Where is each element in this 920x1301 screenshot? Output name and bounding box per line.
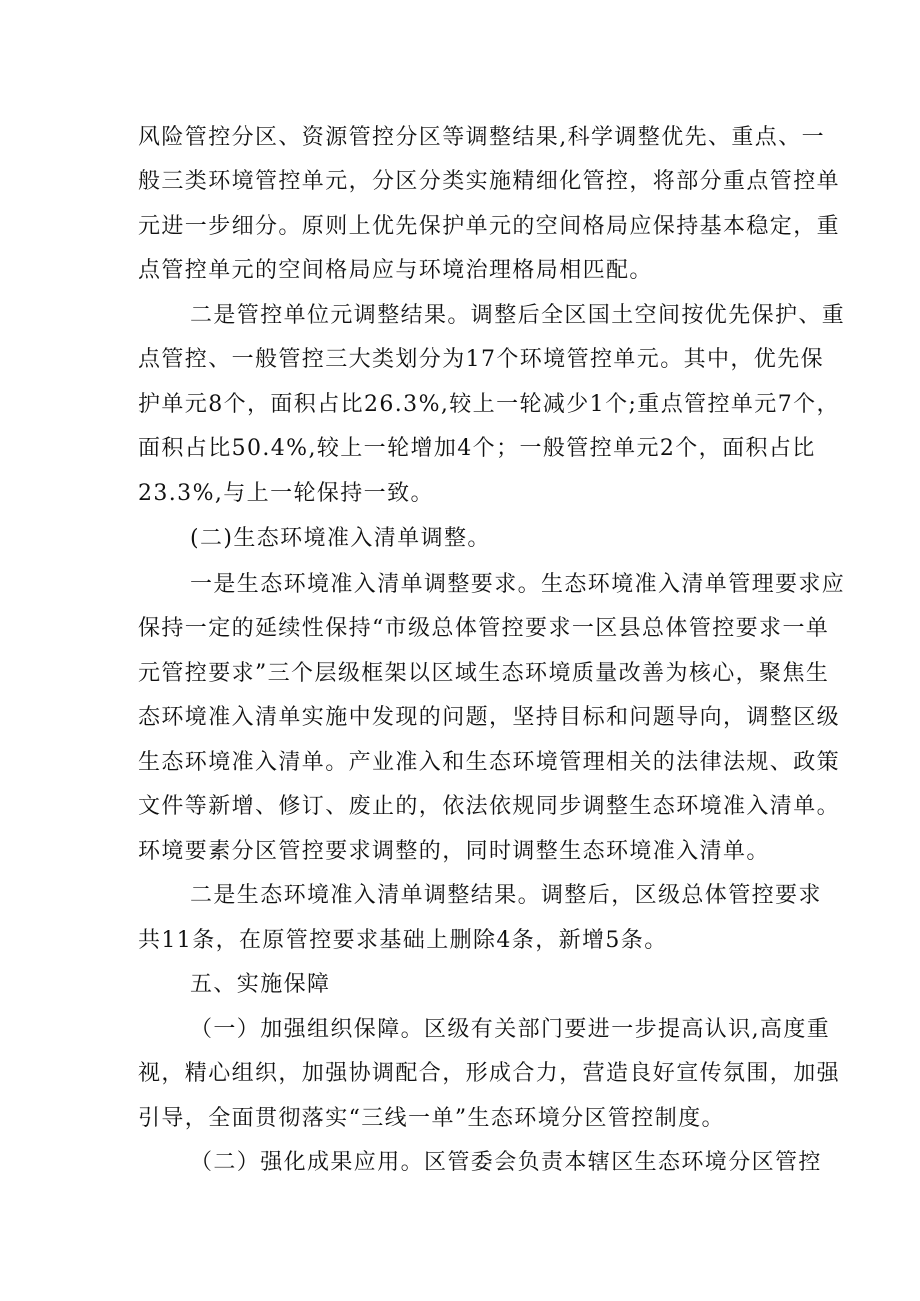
paragraph-4-line-6: 文件等新增、修订、废止的，依法依规同步调整生态环境准入清单。 (138, 794, 841, 819)
paragraph-4-line-5: 生态环境准入清单。产业准入和生态环境管理相关的法律法规、政策 (138, 750, 841, 775)
paragraph-8-line-1: （二）强化成果应用。区管委会负责本辖区生态环境分区管控 (190, 1150, 822, 1175)
paragraph-1-line-2: 般三类环境管控单元，分区分类实施精细化管控，将部分重点管控单 (138, 169, 841, 194)
paragraph-2-line-5: 23.3%,与上一轮保持一致。 (138, 481, 434, 506)
paragraph-5-line-2: 共11条，在原管控要求基础上删除4条，新增5条。 (138, 928, 668, 953)
paragraph-4-line-3: 元管控要求”三个层级框架以区域生态环境质量改善为核心，聚焦生 (138, 661, 830, 686)
paragraph-4-line-7: 环境要素分区管控要求调整的，同时调整生态环境准入清单。 (138, 839, 770, 864)
paragraph-4-line-2: 保持一定的延续性保持“市级总体管控要求一区县总体管控要求一单 (138, 616, 830, 641)
paragraph-2-line-1: 二是管控单位元调整结果。调整后全区国土空间按优先保护、重 (190, 303, 846, 328)
paragraph-4-line-4: 态环境准入清单实施中发现的问题，坚持目标和问题导向，调整区级 (138, 705, 841, 730)
section-heading-implementation: 五、实施保障 (190, 972, 331, 997)
paragraph-1-line-3: 元进一步细分。原则上优先保护单元的空间格局应保持基本稳定，重 (138, 214, 841, 239)
paragraph-1-line-4: 点管控单元的空间格局应与环境治理格局相匹配。 (138, 258, 653, 283)
paragraph-2-line-3: 护单元8个，面积占比26.3%,较上一轮减少1个;重点管控单元7个， (138, 392, 840, 417)
paragraph-1-line-1: 风险管控分区、资源管控分区等调整结果,科学调整优先、重点、一 (138, 125, 825, 150)
paragraph-2-line-4: 面积占比50.4%,较上一轮增加4个；一般管控单元2个，面积占比 (138, 436, 816, 461)
paragraph-5-line-1: 二是生态环境准入清单调整结果。调整后，区级总体管控要求 (190, 883, 822, 908)
paragraph-7-line-3: 引导，全面贯彻落实“三线一单”生态环境分区管控制度。 (138, 1106, 725, 1131)
paragraph-2-line-2: 点管控、一般管控三大类划分为17个环境管控单元。其中，优先保 (138, 347, 824, 372)
paragraph-4-line-1: 一是生态环境准入清单调整要求。生态环境准入清单管理要求应 (190, 572, 846, 597)
paragraph-7-line-1: （一）加强组织保障。区级有关部门要进一步提高认识,高度重 (190, 1017, 831, 1042)
paragraph-7-line-2: 视，精心组织，加强协调配合，形成合力，营造良好宣传氛围，加强 (138, 1061, 841, 1086)
section-heading-ecological-list: (二)生态环境准入清单调整。 (190, 526, 491, 551)
